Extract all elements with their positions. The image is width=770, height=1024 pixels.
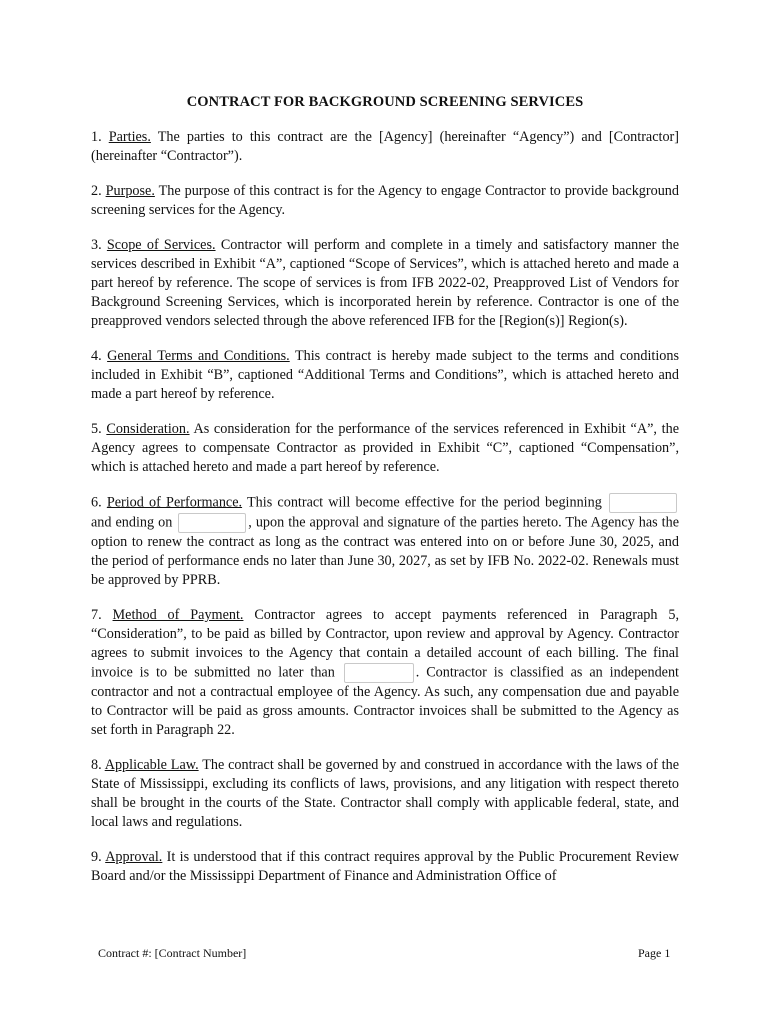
section-text: As consideration for the performance of the services referenced in Exhibit “A”, the Agency agrees to compensate Contractor as provided in Exhibit “C”, captioned “Compensation”, which is attached hereto and made a part hereof by reference. [91, 421, 679, 475]
section-number: 9. [91, 849, 102, 865]
section-number: 5. [91, 421, 102, 437]
section-text: The purpose of this contract is for the Agency to engage Contractor to provide background screening services for the Agency. [91, 183, 679, 218]
document-title: CONTRACT FOR BACKGROUND SCREENING SERVICES [186, 94, 584, 110]
start-date-field[interactable] [609, 493, 677, 513]
section-heading: Approval. [105, 849, 163, 865]
section-text: Contractor agrees to accept payments referenced in Paragraph 5, “Consideration”, to be paid as billed by Contractor, upon review and approval by Agency. Contractor agrees to submit invoices to the Agency that contain a detailed account of each billing. The final invoice is to be submitted no later than [91, 607, 679, 681]
section-text: Contractor will perform and complete in a timely and satisfactory manner the services described in Exhibit “A”, captioned “Scope of Services”, which is attached hereto and made a part hereof by reference. The scope of services is from IFB 2022-02, Preapproved List of Vendors for Background Screening Services, which is incorporated herein by reference. Contractor is one of the preapproved vendors selected through the above referenced IFB for the [Region(s)] Region(s). [91, 237, 679, 329]
section-text: This contract is hereby made subject to the terms and conditions included in Exhibit “B”, captioned “Additional Terms and Conditions”, which is attached hereto and made a part hereof by reference. [91, 348, 679, 402]
section-number: 3. [91, 237, 102, 253]
section-text: This contract will become effective for the period beginning [247, 494, 602, 511]
section-text: . Contractor is classified as an independent contractor and not a contractual employee of the Agency. As such, any compensation due and payable to Contractor will be paid as gross amounts. Contractor invoices shall be submitted to the Agency as set forth in Paragraph 22. [91, 664, 680, 738]
section-payment [91, 606, 679, 740]
document-body [91, 128, 679, 902]
section-text: It is understood that if this contract requires approval by the Public Procurement Review Board and/or the Mississippi Department of Finance and Administration Office of [91, 849, 680, 884]
section-heading: Applicable Law. [104, 757, 199, 773]
section-heading: Method of Payment. [112, 607, 244, 623]
section-heading: Purpose. [105, 183, 155, 199]
section-number: 7. [91, 607, 102, 623]
section-purpose [91, 182, 679, 220]
section-text: , upon the approval and signature of the parties hereto. The Agency has the option to renew the contract as long as the contract was entered into on or before June 30, 2025, and the period of performance ends no later than June 30, 2027, as set by IFB No. 2022-02. Renewals must be approved by PPRB. [91, 514, 679, 588]
section-period [91, 493, 679, 590]
section-heading: Consideration. [106, 421, 190, 437]
section-applicable-law [91, 756, 679, 832]
section-heading: Parties. [108, 129, 151, 145]
section-number: 8. [91, 757, 102, 773]
section-number: 4. [91, 348, 102, 364]
section-number: 2. [91, 183, 102, 199]
section-number: 1. [91, 129, 102, 145]
section-parties [91, 128, 679, 166]
section-consideration [91, 420, 679, 477]
section-approval [91, 848, 679, 886]
section-text: The contract shall be governed by and construed in accordance with the laws of the State of Mississippi, excluding its conflicts of laws, provisions, and any litigation with respect thereto shall be brought in the courts of the State. Contractor shall comply with applicable federal, state, and local laws and regulations. [91, 757, 680, 830]
end-date-field[interactable] [178, 513, 246, 533]
section-heading: Period of Performance. [106, 494, 243, 511]
final-invoice-date-field[interactable] [344, 663, 414, 683]
section-heading: Scope of Services. [106, 237, 216, 253]
section-heading: General Terms and Conditions. [107, 348, 290, 364]
footer-page-number: Page 1 [638, 946, 671, 960]
footer-contract-number: Contract #: [Contract Number] [98, 946, 247, 960]
section-terms [91, 347, 679, 404]
section-text: The parties to this contract are the [Agency] (hereinafter “Agency”) and [Contractor] (hereinafter “Contractor”). [91, 129, 680, 164]
section-number: 6. [91, 494, 102, 511]
section-scope [91, 236, 679, 331]
section-text: and ending on [91, 514, 173, 531]
